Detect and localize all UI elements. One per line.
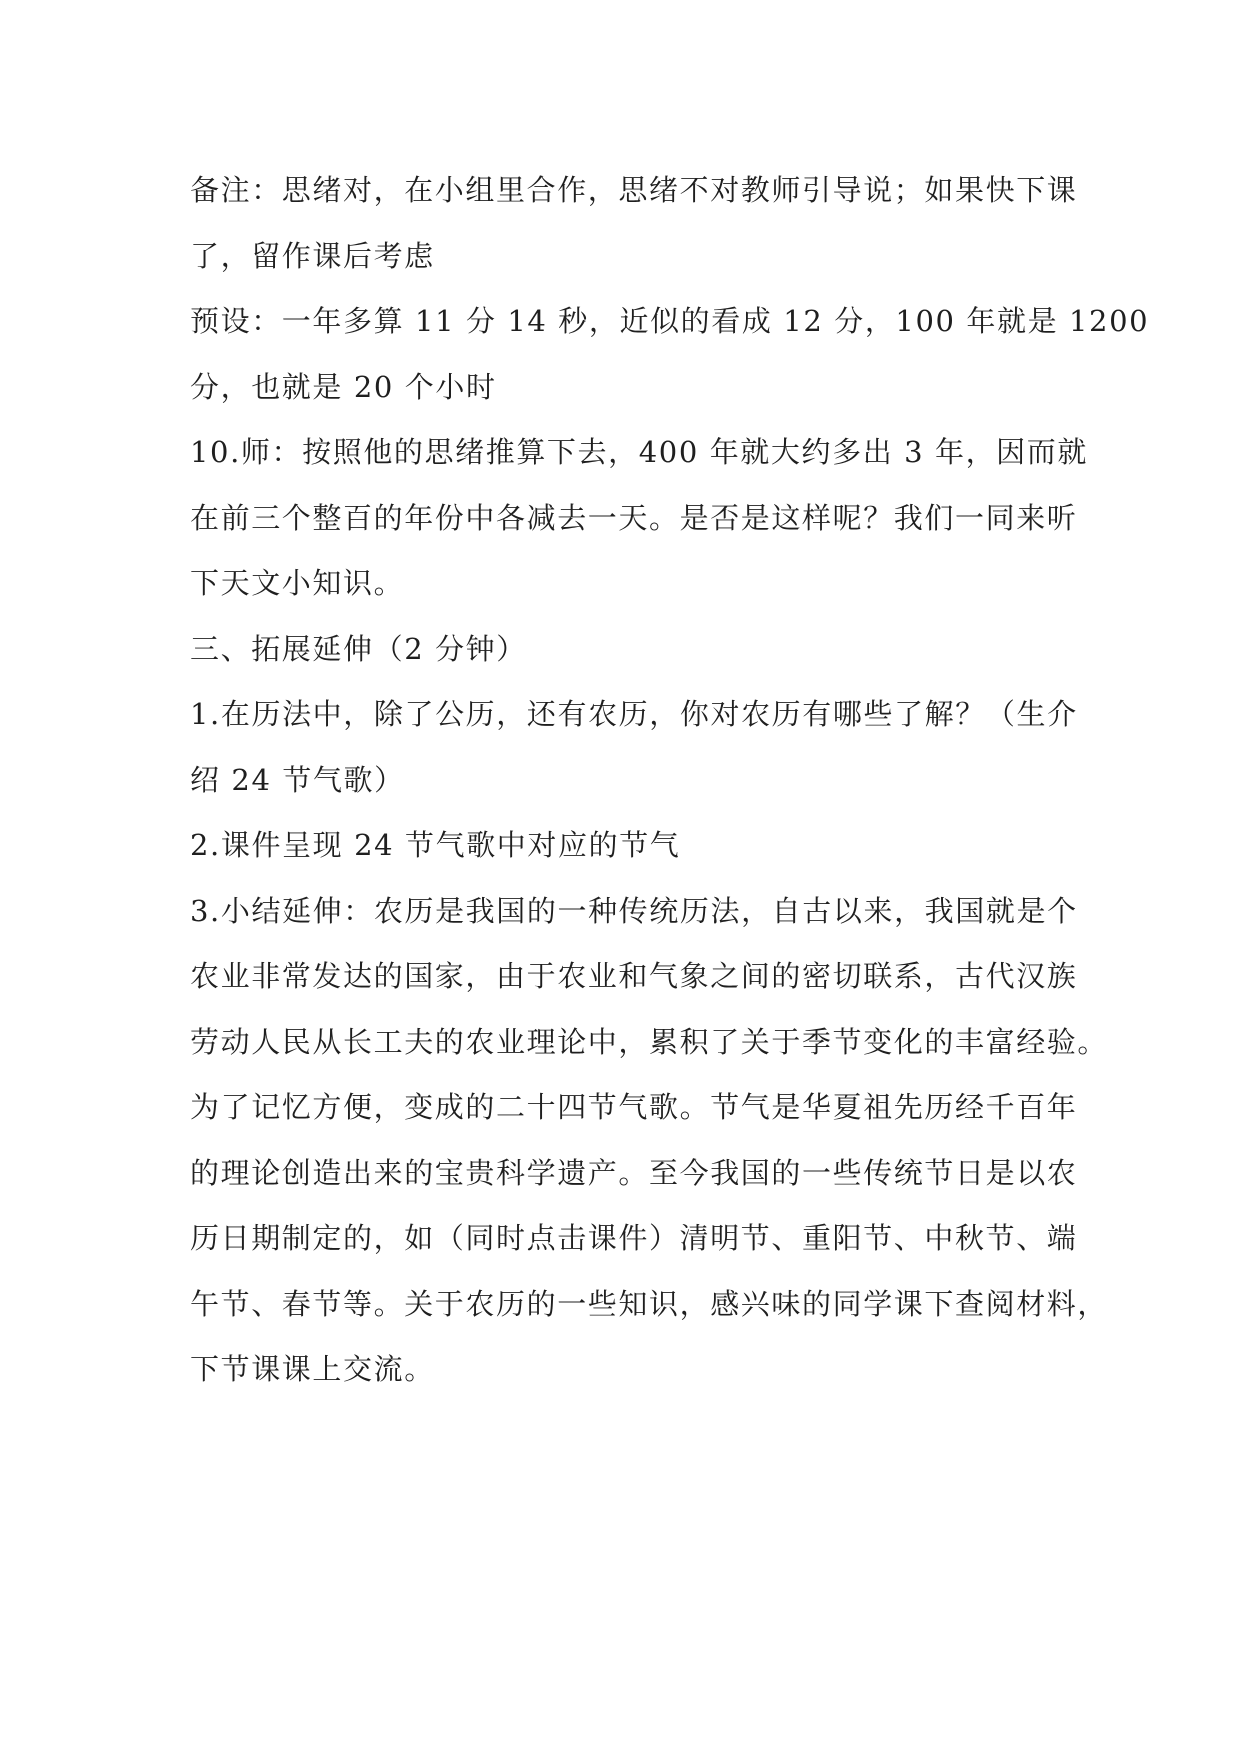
text-line: 2.课件呈现 24 节气歌中对应的节气 bbox=[190, 828, 681, 862]
text-line: 分，也就是 20 个小时 bbox=[190, 369, 497, 404]
text-line: 为了记忆方便，变成的二十四节气歌。节气是华夏祖先历经千百年 bbox=[190, 1090, 1078, 1124]
text-line: 备注：思绪对，在小组里合作，思绪不对教师引导说；如果快下课 bbox=[190, 173, 1078, 207]
document-body bbox=[190, 158, 1150, 1403]
text-line: 绍 24 节气歌） bbox=[190, 762, 405, 797]
text-line: 农业非常发达的国家，由于农业和气象之间的密切联系，古代汉族 bbox=[190, 959, 1078, 993]
text-line: 预设：一年多算 11 分 14 秒，近似的看成 12 分，100 年就是 1200 bbox=[190, 304, 1150, 338]
text-line: 历日期制定的，如（同时点击课件）清明节、重阳节、中秋节、端 bbox=[190, 1221, 1078, 1255]
text-line: 的理论创造出来的宝贵科学遗产。至今我国的一些传统节日是以农 bbox=[190, 1155, 1078, 1190]
text-line: 3.小结延伸：农历是我国的一种传统历法，自古以来，我国就是个 bbox=[190, 893, 1078, 928]
text-line: 午节、春节等。关于农历的一些知识，感兴味的同学课下查阅材料， bbox=[190, 1286, 1109, 1321]
text-line: 10.师：按照他的思绪推算下去，400 年就大约多出 3 年，因而就 bbox=[190, 435, 1088, 469]
text-line: 下天文小知识。 bbox=[190, 566, 405, 600]
text-line: 在前三个整百的年份中各减去一天。是否是这样呢？我们一同来听 bbox=[190, 500, 1078, 535]
text-line: 下节课课上交流。 bbox=[190, 1352, 435, 1386]
text-line: 1.在历法中，除了公历，还有农历，你对农历有哪些了解？（生介 bbox=[190, 697, 1078, 731]
text-line: 劳动人民从长工夫的农业理论中，累积了关于季节变化的丰富经验。 bbox=[190, 1024, 1109, 1059]
text-line: 了，留作课后考虑 bbox=[190, 238, 435, 273]
section-heading: 三、拓展延伸（2 分钟） bbox=[190, 631, 527, 666]
